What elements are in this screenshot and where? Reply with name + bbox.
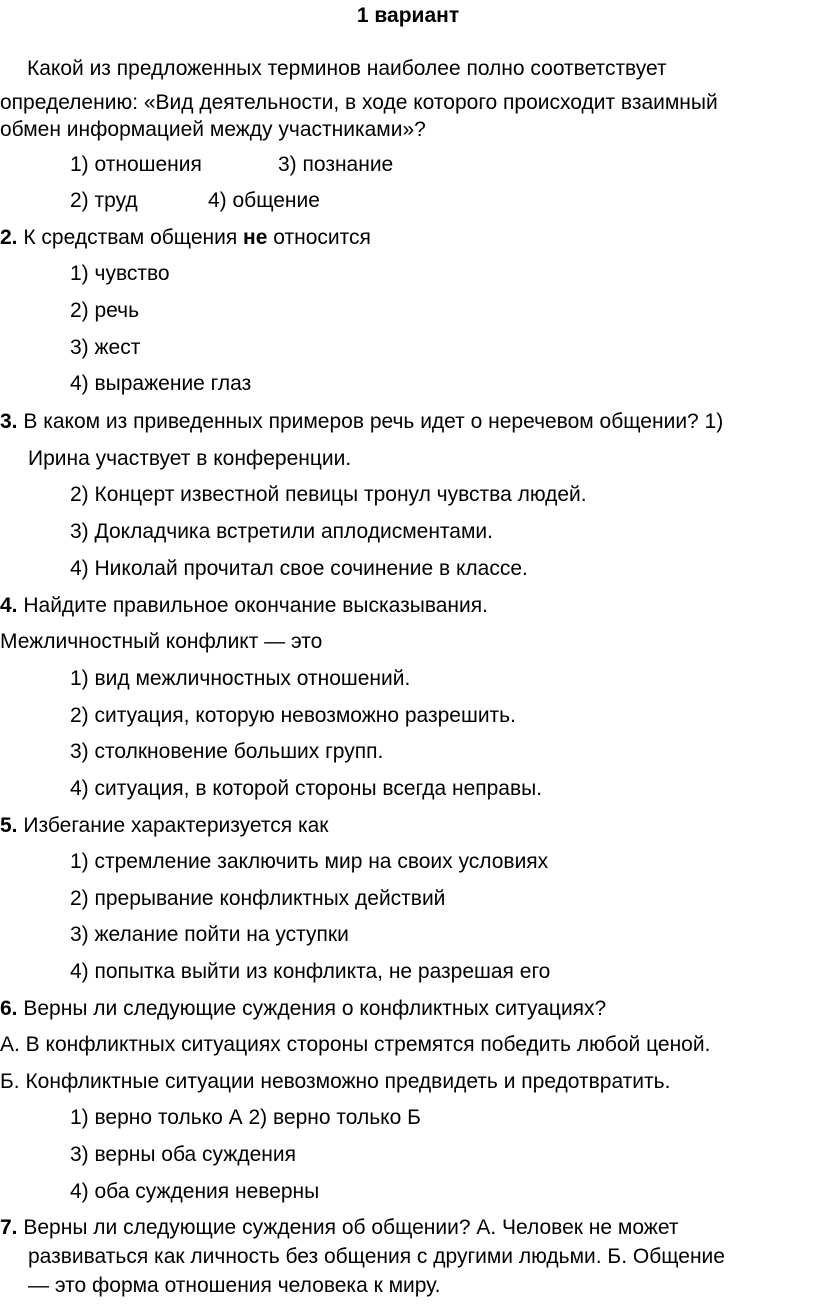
q5-option-3: 3) желание пойти на уступки bbox=[70, 923, 349, 946]
q4-option-3: 3) столкновение больших групп. bbox=[70, 740, 384, 763]
q4-option-1: 1) вид межличностных отношений. bbox=[70, 667, 411, 690]
q2-option-3: 3) жест bbox=[70, 336, 141, 359]
q1-text-line-1: Какой из предложенных терминов наиболее полно соответствует bbox=[27, 57, 667, 80]
q3-option-3: 3) Докладчика встретили аплодисментами. bbox=[70, 520, 493, 543]
q6-text-body: Верны ли следующие суждения о конфликтных ситуациях? bbox=[23, 997, 607, 1020]
q2-option-4: 4) выражение глаз bbox=[70, 372, 252, 395]
q4-option-4: 4) ситуация, в которой стороны всегда неправы. bbox=[70, 777, 543, 800]
q6-option-4: 4) оба суждения неверны bbox=[70, 1180, 320, 1203]
q7-text: Верны ли следующие суждения об общении? А. Человек не может bbox=[23, 1216, 679, 1239]
q4-text-line-2: Межличностный конфликт — это bbox=[0, 630, 323, 653]
q4-text-line-1 bbox=[0, 593, 488, 619]
q4-text: Найдите правильное окончание высказывания. bbox=[23, 594, 488, 617]
q6-option-1-2: 1) верно только А 2) верно только Б bbox=[70, 1106, 421, 1129]
q7-text-line-2: развиваться как личность без общения с другими людьми. Б. Общение bbox=[28, 1245, 725, 1268]
q3-text-line-1 bbox=[0, 409, 723, 435]
q4-number: 4. bbox=[0, 594, 18, 617]
q6-number: 6. bbox=[0, 997, 18, 1020]
q6-text bbox=[0, 996, 606, 1022]
q5-text-body: Избегание характеризуется как bbox=[23, 814, 329, 837]
q6-option-3: 3) верны оба суждения bbox=[70, 1143, 296, 1166]
q6-statement-b: Б. Конфликтные ситуации невозможно предвидеть и предотвратить. bbox=[0, 1070, 671, 1093]
variant-title: 1 вариант bbox=[356, 4, 460, 27]
q7-number: 7. bbox=[0, 1216, 18, 1239]
q3-text: В каком из приведенных примеров речь идет о неречевом общении? 1) bbox=[23, 410, 724, 433]
q1-text-line-2: определению: «Вид деятельности, в ходе которого происходит взаимный bbox=[0, 91, 718, 114]
q6-statement-a: А. В конфликтных ситуациях стороны стремятся победить любой ценой. bbox=[0, 1033, 711, 1056]
q7-text-line-3: — это форма отношения человека к миру. bbox=[28, 1274, 441, 1297]
q2-text-bold: не bbox=[243, 226, 268, 249]
q1-text-line-3: обмен информацией между участниками»? bbox=[0, 118, 426, 141]
q2-text bbox=[0, 225, 371, 251]
q2-text-post: относится bbox=[273, 226, 371, 249]
q3-option-4: 4) Николай прочитал свое сочинение в классе. bbox=[70, 557, 528, 580]
q7-text-line-1 bbox=[0, 1215, 678, 1241]
q1-option-1: 1) отношения bbox=[70, 153, 202, 176]
q5-option-4: 4) попытка выйти из конфликта, не разрешая его bbox=[70, 960, 551, 983]
q5-text bbox=[0, 813, 328, 839]
q1-option-2: 2) труд bbox=[70, 189, 138, 212]
q5-number: 5. bbox=[0, 814, 18, 837]
q2-option-2: 2) речь bbox=[70, 299, 140, 322]
q1-option-3: 3) познание bbox=[278, 153, 394, 176]
q5-option-2: 2) прерывание конфликтных действий bbox=[70, 887, 446, 910]
q2-option-1: 1) чувство bbox=[70, 262, 170, 285]
q3-option-2: 2) Концерт известной певицы тронул чувства людей. bbox=[70, 483, 587, 506]
q5-option-1: 1) стремление заключить мир на своих условиях bbox=[70, 850, 549, 873]
q4-option-2: 2) ситуация, которую невозможно разрешить. bbox=[70, 704, 516, 727]
q3-number: 3. bbox=[0, 410, 18, 433]
q2-text-pre: К средствам общения bbox=[23, 226, 238, 249]
q3-text-line-2: Ирина участвует в конференции. bbox=[28, 447, 352, 470]
q1-option-4: 4) общение bbox=[208, 189, 320, 212]
q2-number: 2. bbox=[0, 226, 18, 249]
